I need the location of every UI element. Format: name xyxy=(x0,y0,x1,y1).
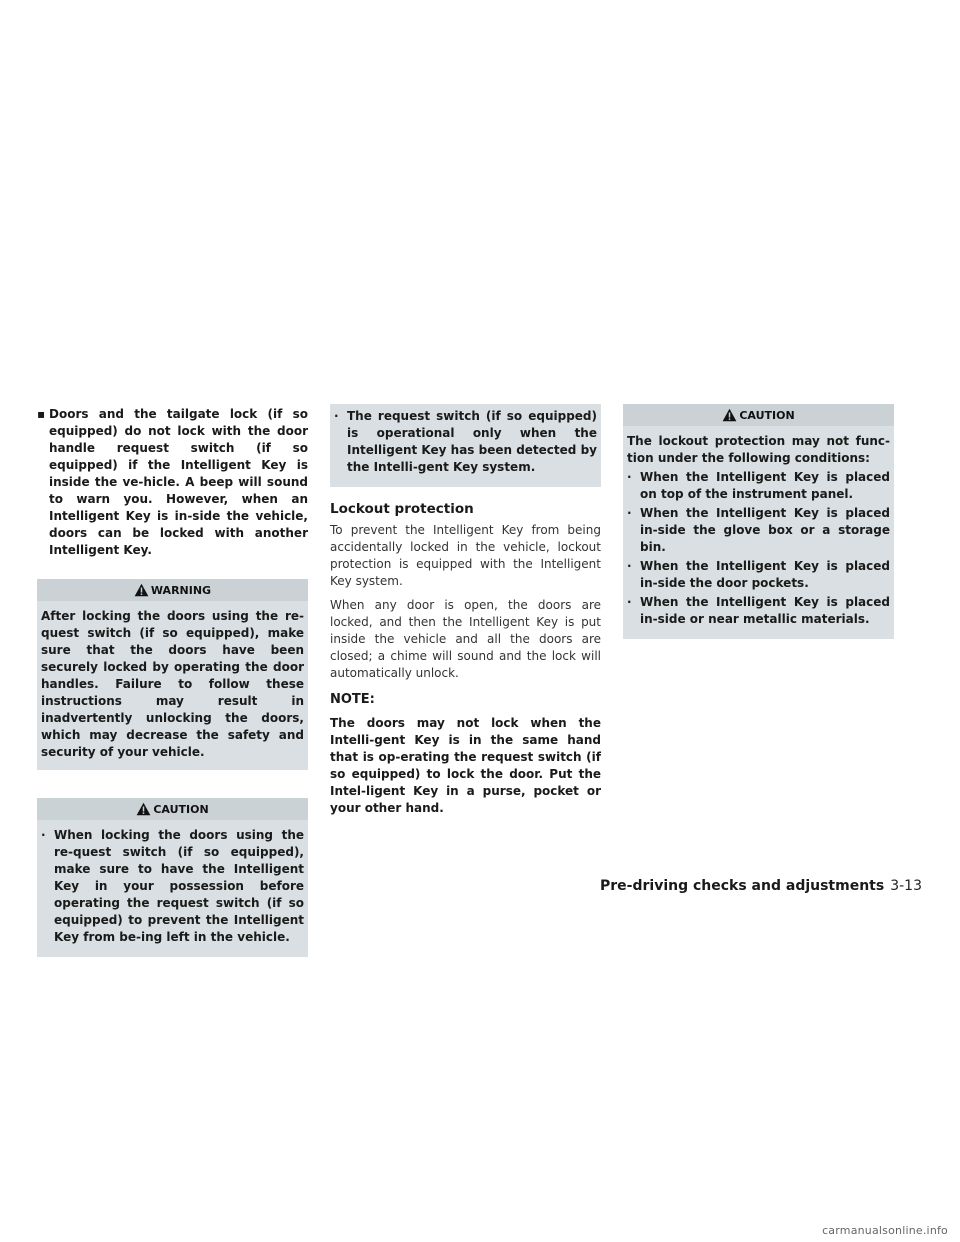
note-text: The doors may not lock when the Intelli-gent Key is in the same hand that is op-erating the request switch (if so equipped) to lock the door. Put the Intel-ligent Key in a purse, pocket or your other hand. xyxy=(330,716,601,815)
page-footer xyxy=(600,878,922,894)
note-title: NOTE: xyxy=(330,692,375,707)
caution-intro: The lockout protection may not func-tion under the following conditions: xyxy=(627,434,890,465)
dot-bullet-icon: · xyxy=(627,470,632,484)
caution-box-1 xyxy=(37,798,308,957)
caution-item: · When the Intelligent Key is placed on top of the instrument panel. xyxy=(627,470,890,501)
caution-item: · When the Intelligent Key is placed in-side the door pockets. xyxy=(627,559,890,590)
warning-triangle-icon xyxy=(136,802,151,816)
column-1 xyxy=(37,404,308,957)
bullet-item xyxy=(37,406,308,559)
caution-item: · The request switch (if so equipped) is operational only when the Intelligent Key has been detected by the Intelli-gent Key system. xyxy=(334,409,597,474)
column-3 xyxy=(623,404,894,639)
bullet-text: Doors and the tailgate lock (if so equipped) do not lock with the door handle request switch (if so equipped) if the Intelligent Key is inside the ve-hicle. A beep will sound to warn you. However, when an Intelligent Key is in-side the vehicle, doors can be locked with another Intelligent Key. xyxy=(49,407,308,557)
footer-section-title: Pre-driving checks and adjustments xyxy=(600,878,885,894)
caution-item: · When locking the doors using the re-quest switch (if so equipped), make sure to have the Intelligent Key in your possession before operating the request switch (if so equipped) to prevent the Intelligent Key from be-ing left in the vehicle. xyxy=(41,828,304,944)
warning-text: After locking the doors using the re-quest switch (if so equipped), make sure that the doors have been securely locked by operating the door handles. Failure to follow these instructions may result in inadvertently unlocking the doors, which may decrease the safety and security of your vehicle. xyxy=(41,609,304,759)
caution-box-continued xyxy=(330,404,601,487)
square-bullet-icon: ▪ xyxy=(37,407,46,421)
caution-header xyxy=(37,798,308,820)
caution-item: · When the Intelligent Key is placed in-side the glove box or a storage bin. xyxy=(627,506,890,554)
warning-box xyxy=(37,579,308,770)
section-title: Lockout protection xyxy=(330,501,474,517)
dot-bullet-icon: · xyxy=(627,595,632,609)
dot-bullet-icon: · xyxy=(627,506,632,520)
dot-bullet-icon: · xyxy=(627,559,632,573)
caution-title: CAUTION xyxy=(739,408,795,422)
caution-item: · When the Intelligent Key is placed in-side or near metallic materials. xyxy=(627,595,890,626)
caution-title: CAUTION xyxy=(153,802,209,816)
paragraph-1: To prevent the Intelligent Key from being accidentally locked in the vehicle, lockout protection is equipped with the Intelligent Key system. xyxy=(330,523,601,588)
dot-bullet-icon: · xyxy=(41,828,46,842)
paragraph-2: When any door is open, the doors are locked, and then the Intelligent Key is put inside the vehicle and all the doors are closed; a chime will sound and the lock will automatically unlock. xyxy=(330,598,601,680)
column-2 xyxy=(330,404,601,817)
warning-triangle-icon xyxy=(134,583,149,597)
warning-title: WARNING xyxy=(150,583,212,597)
caution-header xyxy=(623,404,894,426)
warning-triangle-icon xyxy=(722,408,737,422)
caution-box-2 xyxy=(623,404,894,639)
dot-bullet-icon: · xyxy=(334,409,339,423)
watermark: carmanualsonline.info xyxy=(822,1224,948,1237)
warning-header xyxy=(37,579,308,601)
page-number: 3-13 xyxy=(890,878,922,894)
